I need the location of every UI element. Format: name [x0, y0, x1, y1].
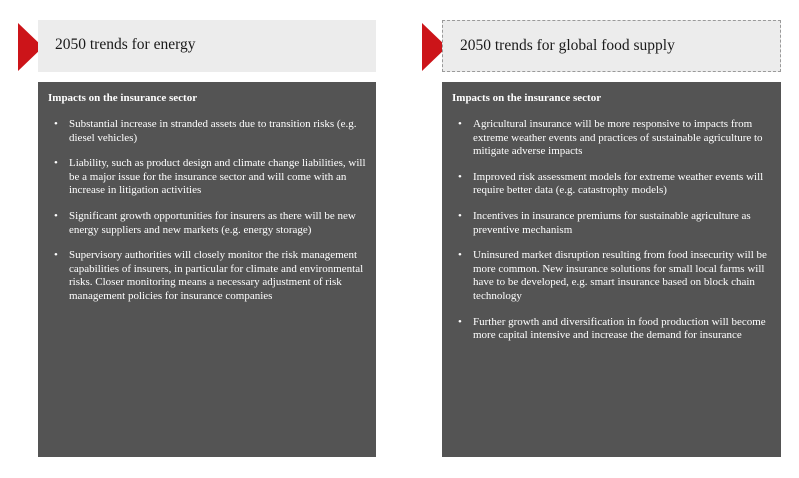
- section-heading: Impacts on the insurance sector: [48, 92, 198, 104]
- bullet-icon: •: [458, 170, 462, 183]
- bullet-icon: •: [54, 157, 58, 170]
- bullet-icon: •: [458, 249, 462, 262]
- panel-header: [442, 20, 781, 72]
- bullet-text: Supervisory authorities will closely monitor the risk management capabilities of insurers, in particular for climate and environmental risks. Closer monitoring means a necessary adjustment of risk management policies for insurance companies: [69, 249, 364, 302]
- bullet-item: [452, 210, 771, 237]
- bullet-text: Liability, such as product design and climate change liabilities, will be a major issue for the insurance sector and will come with an increase in litigation activities: [69, 157, 366, 197]
- bullet-icon: •: [54, 249, 58, 262]
- bullet-icon: •: [458, 209, 462, 222]
- bullet-icon: •: [458, 315, 462, 328]
- section-heading: Impacts on the insurance sector: [452, 92, 602, 104]
- bullet-item: [452, 171, 771, 198]
- bullet-item: [452, 118, 771, 159]
- bullet-icon: •: [54, 209, 58, 222]
- bullet-text: Agricultural insurance will be more responsive to impacts from extreme weather events and practices of sustainable agriculture to mitigate adverse impacts: [473, 118, 763, 158]
- bullet-item: [48, 157, 366, 198]
- bullet-icon: •: [458, 118, 462, 130]
- panel-title: 2050 trends for energy: [55, 36, 196, 53]
- bullet-item: [48, 210, 366, 237]
- bullet-item: [48, 118, 366, 145]
- bullet-icon: •: [54, 118, 58, 130]
- bullet-text: Improved risk assessment models for extreme weather events will require better data (e.g. catastrophy models): [473, 170, 764, 197]
- bullet-text: Incentives in insurance premiums for sustainable agriculture as preventive mechanism: [473, 209, 751, 236]
- bullet-text: Further growth and diversification in food production will become more capital intensive and increase the demand for insurance: [473, 315, 766, 342]
- panel-body: [38, 82, 376, 457]
- panel-title: 2050 trends for global food supply: [460, 37, 675, 54]
- bullet-text: Substantial increase in stranded assets due to transition risks (e.g. diesel vehicles): [69, 118, 357, 144]
- bullet-text: Uninsured market disruption resulting from food insecurity will be more common. New insurance solutions for small local farms will have to be developed, e.g. smart insurance based on block chain technology: [473, 249, 767, 302]
- panel-food-supply: [422, 20, 781, 457]
- bullet-item: [452, 316, 771, 343]
- panel-body: [442, 82, 781, 457]
- panel-energy: [18, 20, 376, 457]
- panel-header: [38, 20, 376, 72]
- bullet-item: [452, 249, 771, 303]
- bullet-list: [452, 118, 771, 343]
- bullet-text: Significant growth opportunities for insurers as there will be new energy suppliers and new markets (e.g. energy storage): [69, 209, 356, 236]
- bullet-list: [48, 118, 366, 304]
- bullet-item: [48, 249, 366, 303]
